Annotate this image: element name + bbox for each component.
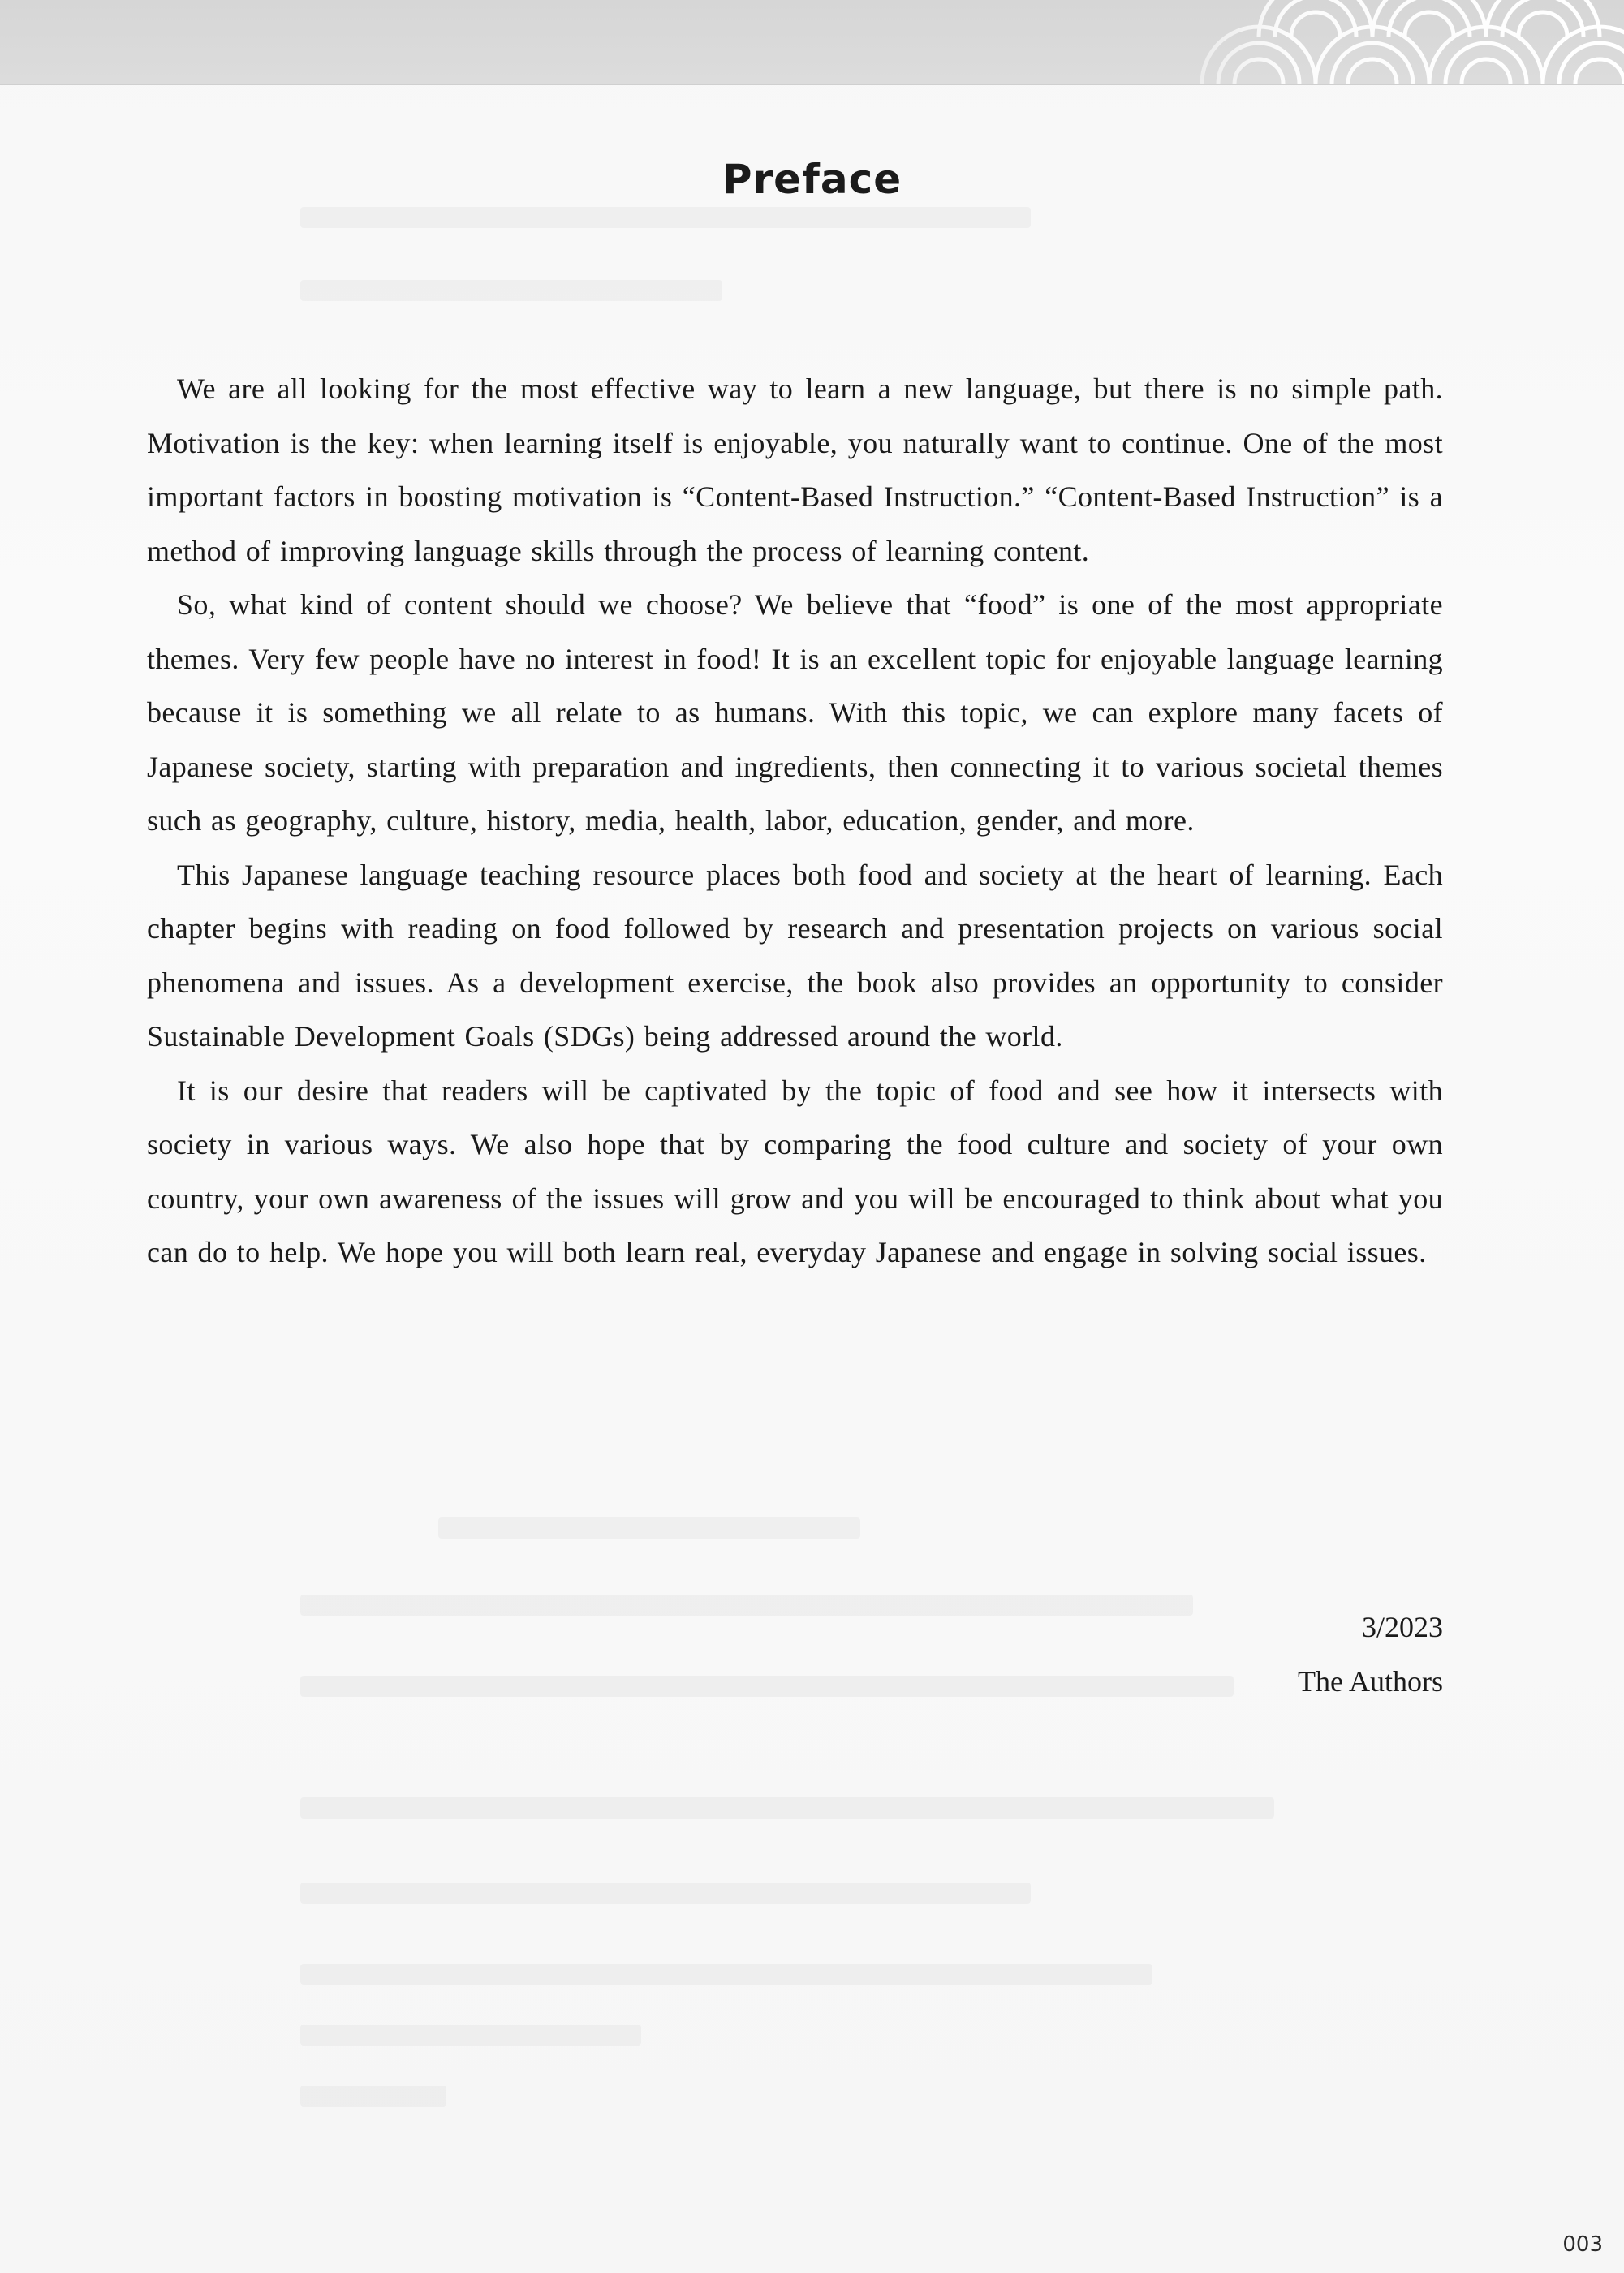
preface-body (147, 362, 1443, 1280)
bleed-through-shadow (300, 2086, 446, 2107)
bleed-through-shadow (300, 1676, 1234, 1697)
bleed-through-shadow (300, 2025, 641, 2046)
paragraph-4: It is our desire that readers will be captivated by the topic of food and see how it intersects with society in various ways. We also hope that by comparing the food culture and society of your own country, your own awareness of the issues will grow and you will be encouraged to think about what you can do to help. We hope you will both learn real, everyday Japanese and engage in solving social issues. (147, 1074, 1443, 1268)
page-title: Preface (722, 156, 902, 203)
author-line: The Authors (1298, 1665, 1443, 1698)
paragraph-2: So, what kind of content should we choose? We believe that “food” is one of the most appropriate themes. Very few people have no interest in food! It is an excellent topic for enjoyable language learning because it is something we all relate to as humans. With this topic, we can explore many facets of Japanese society, starting with preparation and ingredients, then connecting it to various societal themes such as geography, culture, history, media, health, labor, education, gender, and more. (147, 588, 1443, 837)
header-band (0, 0, 1624, 85)
bleed-through-shadow (300, 1595, 1193, 1616)
bleed-through-shadow (300, 1797, 1274, 1819)
seigaiha-wave-icon (1105, 0, 1624, 84)
bleed-through-shadow (300, 1883, 1031, 1904)
bleed-through-shadow (438, 1517, 860, 1539)
date-line: 3/2023 (1361, 1611, 1443, 1643)
page-number: 003 (1562, 2232, 1603, 2257)
paragraph-3: This Japanese language teaching resource places both food and society at the heart of learning. Each chapter begins with reading on food followed by research and presentation projects on various social phenomena and issues. As a development exercise, the book also provides an opportunity to consider Sustainable Development Goals (SDGs) being addressed around the world. (147, 858, 1443, 1053)
signature-block (1298, 1600, 1443, 1709)
paragraph-1: We are all looking for the most effective way to learn a new language, but there is no simple path. Motivation is the key: when learning itself is enjoyable, you naturally want to continue. One of the most important factors in boosting motivation is “Content-Based Instruction.” “Content-Based Instruction” is a method of improving language skills through the process of learning content. (147, 372, 1443, 567)
bleed-through-shadow (300, 207, 1031, 228)
bleed-through-shadow (300, 1964, 1152, 1985)
bleed-through-shadow (300, 280, 722, 301)
